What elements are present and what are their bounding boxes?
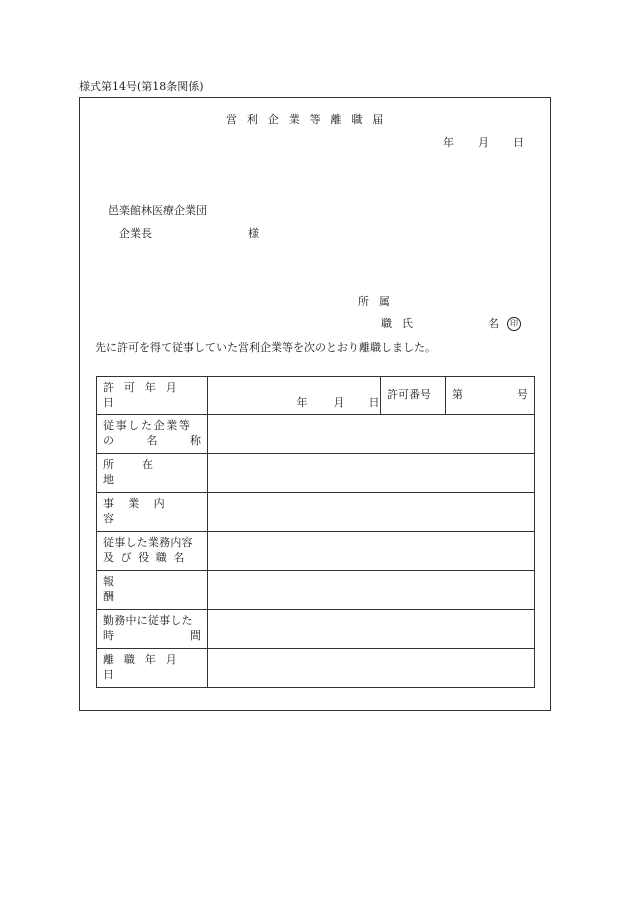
statement-text: 先に許可を得て従事していた営利企業等を次のとおり離職しました。	[95, 341, 436, 354]
location-field[interactable]	[208, 454, 535, 493]
table-row	[97, 415, 535, 454]
addressee-honorific: 様	[248, 227, 259, 240]
addressee-organization: 邑楽館林医療企業団	[108, 204, 207, 217]
name-label: 名	[488, 317, 499, 330]
permit-number-label: 許可番号	[381, 377, 446, 415]
seal-icon: 印	[507, 317, 521, 331]
remuneration-label: 報酬	[97, 571, 208, 610]
business-content-label: 事業内容	[97, 493, 208, 532]
table-row	[97, 571, 535, 610]
resignation-date-label: 離職年月日	[97, 649, 208, 688]
work-hours-field[interactable]	[208, 610, 535, 649]
company-name-label: 従事した企業等 の 名 称	[97, 415, 208, 454]
form-number-label: 様式第14号(第18条関係)	[79, 80, 204, 93]
table-row	[97, 649, 535, 688]
permit-date-label: 許可年月日	[97, 377, 208, 415]
title-name-label: 職氏	[381, 317, 423, 330]
permit-date-value[interactable]: 年 月 日	[208, 377, 381, 415]
table-row	[97, 377, 535, 415]
location-label: 所在地	[97, 454, 208, 493]
remuneration-field[interactable]	[208, 571, 535, 610]
addressee-position: 企業長	[119, 227, 152, 240]
date-day: 日	[513, 136, 524, 149]
company-name-field[interactable]	[208, 415, 535, 454]
work-hours-label: 勤務中に従事した 時 間	[97, 610, 208, 649]
form-title: 営利企業等離職届	[226, 113, 394, 126]
permit-number-value[interactable]: 第 号	[446, 377, 535, 415]
date-month: 月	[478, 136, 489, 149]
duties-label: 従事した業務内容 及び役職名	[97, 532, 208, 571]
table-row	[97, 610, 535, 649]
table-row	[97, 493, 535, 532]
details-table	[96, 376, 535, 688]
duties-field[interactable]	[208, 532, 535, 571]
table-row	[97, 454, 535, 493]
date-year: 年	[443, 136, 454, 149]
table-row	[97, 532, 535, 571]
resignation-date-field[interactable]	[208, 649, 535, 688]
affiliation-label: 所属	[358, 295, 400, 308]
business-content-field[interactable]	[208, 493, 535, 532]
seal-mark	[507, 317, 521, 331]
